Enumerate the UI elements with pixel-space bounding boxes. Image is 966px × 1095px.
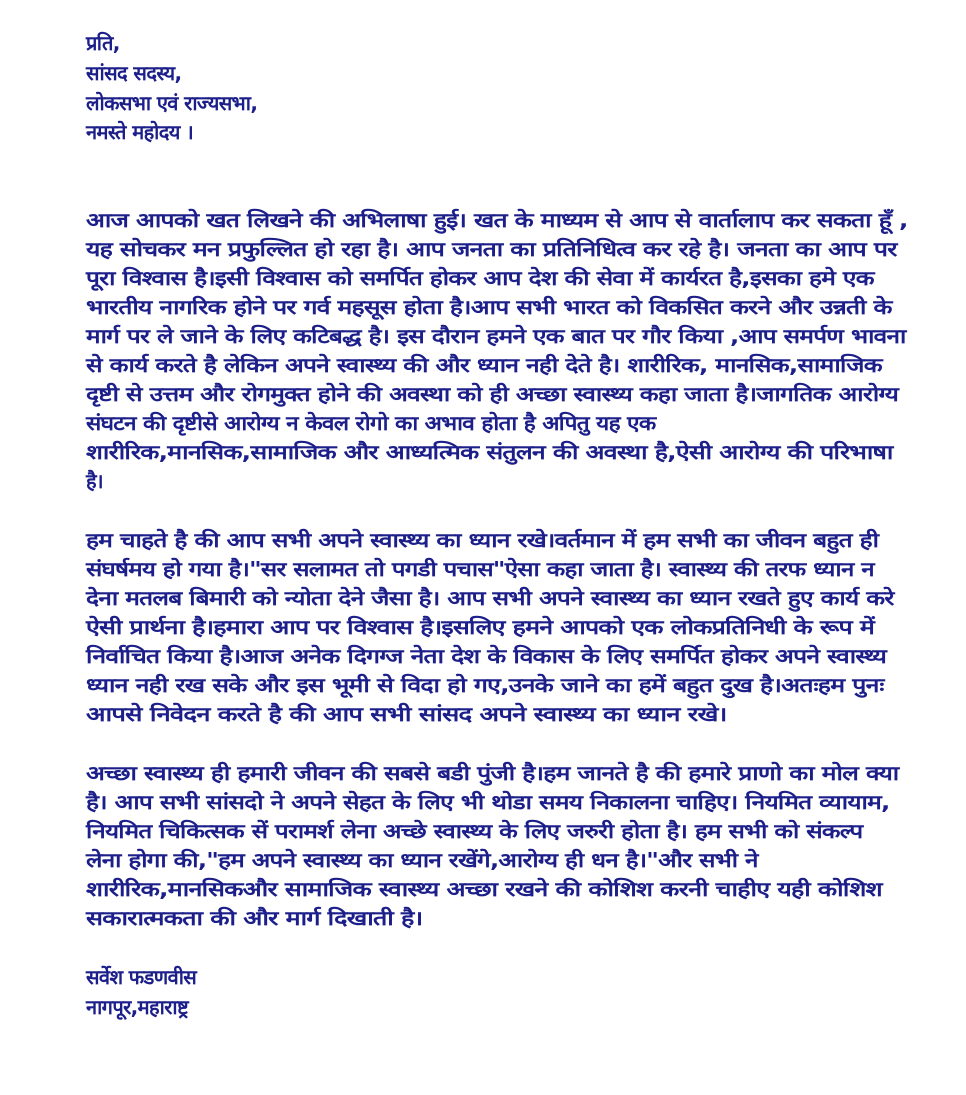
salutation-line: नमस्ते महोदय । <box>86 120 194 144</box>
paragraph-line: है। <box>86 469 103 493</box>
paragraph-line: सकारात्मकता की और मार्ग दिखाती है। <box>86 906 423 930</box>
paragraph-line: यह सोचकर मन प्रफुल्लित हो रहा है। आप जनता का प्रतिनिधित्व कर रहे है। जनता का आप पर <box>86 237 897 261</box>
paragraph-line: संघर्षमय हो गया है।"सर सलामत तो पगडी पचास"ऐसा कहा जाता है। स्वास्थ्य की तरफ ध्यान न <box>86 557 874 581</box>
paragraph-line: पूरा विश्वास है।इसी विश्वास को समर्पित होकर आप देश की सेवा में कार्यरत है,इसका हमे एक <box>86 266 874 290</box>
paragraph-line: शारीरिक,मानसिकऔर सामाजिक स्वास्थ्य अच्छा रखने की कोशिश करनी चाहीए यही कोशिश <box>86 877 882 901</box>
paragraph-line: शारीरिक,मानसिक,सामाजिक और आध्यत्मिक संतुलन की अवस्था है,ऐसी आरोग्य की परिभाषा <box>86 440 893 464</box>
paragraph-line: भारतीय नागरिक होने पर गर्व महसूस होता है।आप सभी भारत को विकसित करने और उन्नती के <box>86 295 892 319</box>
paragraph-line: से कार्य करते है लेकिन अपने स्वास्थ्य की और ध्यान नही देते है। शारीरिक, मानसिक,सामाजिक <box>86 353 882 377</box>
paragraph-line: दृष्टी से उत्तम और रोगमुक्त होने की अवस्था को ही अच्छा स्वास्थ्य कहा जाता है।जागतिक आरोग्य <box>86 382 899 406</box>
paragraph-line: है। आप सभी सांसदो ने अपने सेहत के लिए भी थोडा समय निकालना चाहिए। नियमित व्यायाम, <box>86 790 890 814</box>
paragraph-line: अच्छा स्वास्थ्य ही हमारी जीवन की सबसे बडी पुंजी है।हम जानते है की हमारे प्राणो का मोल क्या <box>86 761 899 785</box>
paragraph-line: मार्ग पर ले जाने के लिए कटिबद्ध है। इस दौरान हमने एक बात पर गौर किया ,आप समर्पण भावना <box>86 324 906 348</box>
sender-location: नागपूर,महाराष्ट्र <box>86 995 189 1019</box>
salutation-line: सांसद सदस्य, <box>86 61 182 85</box>
paragraph-line: नियमित चिकित्सक सें परामर्श लेना अच्छे स्वास्थ्य के लिए जरुरी होता है। हम सभी को संकल्प <box>86 819 863 843</box>
salutation-line: प्रति, <box>86 31 120 55</box>
salutation-line: लोकसभा एवं राज्यसभा, <box>86 91 258 115</box>
paragraph-line: ऐसी प्रार्थना है।हमारा आप पर विश्वास है।इसलिए हमने आपको एक लोकप्रतिनिधी के रूप में <box>86 615 874 639</box>
sender-name: सर्वेश फडणवीस <box>86 965 197 989</box>
paragraph-line: देना मतलब बिमारी को न्योता देने जैसा है। आप सभी अपने स्वास्थ्य का ध्यान रखते हुए कार्य करे <box>86 586 894 610</box>
paragraph-line: हम चाहते है की आप सभी अपने स्वास्थ्य का ध्यान रखे।वर्तमान में हम सभी का जीवन बहुत ही <box>86 528 879 552</box>
paragraph-line: लेना होगा की,"हम अपने स्वास्थ्य का ध्यान रखेंगे,आरोग्य ही धन है।"और सभी ने <box>86 848 758 872</box>
paragraph-line: निर्वाचित किया है।आज अनेक दिगग्ज नेता देश के विकास के लिए समर्पित होकर अपने स्वास्थ्य <box>86 644 887 668</box>
paragraph-line: संघटन की दृष्टीसे आरोग्य न केवल रोगो का अभाव होता है अपितु यह एक <box>86 411 656 435</box>
paragraph-line: ध्यान नही रख सके और इस भूमी से विदा हो गए,उनके जाने का हमें बहुत दुख है।अतःहम पुनः <box>86 673 884 697</box>
paragraph-line: आज आपको खत लिखने की अभिलाषा हुई। खत के माध्यम से आप से वार्तालाप कर सकता हूँ , <box>86 208 908 232</box>
paragraph-line: आपसे निवेदन करते है की आप सभी सांसद अपने स्वास्थ्य का ध्यान रखे। <box>86 702 727 726</box>
